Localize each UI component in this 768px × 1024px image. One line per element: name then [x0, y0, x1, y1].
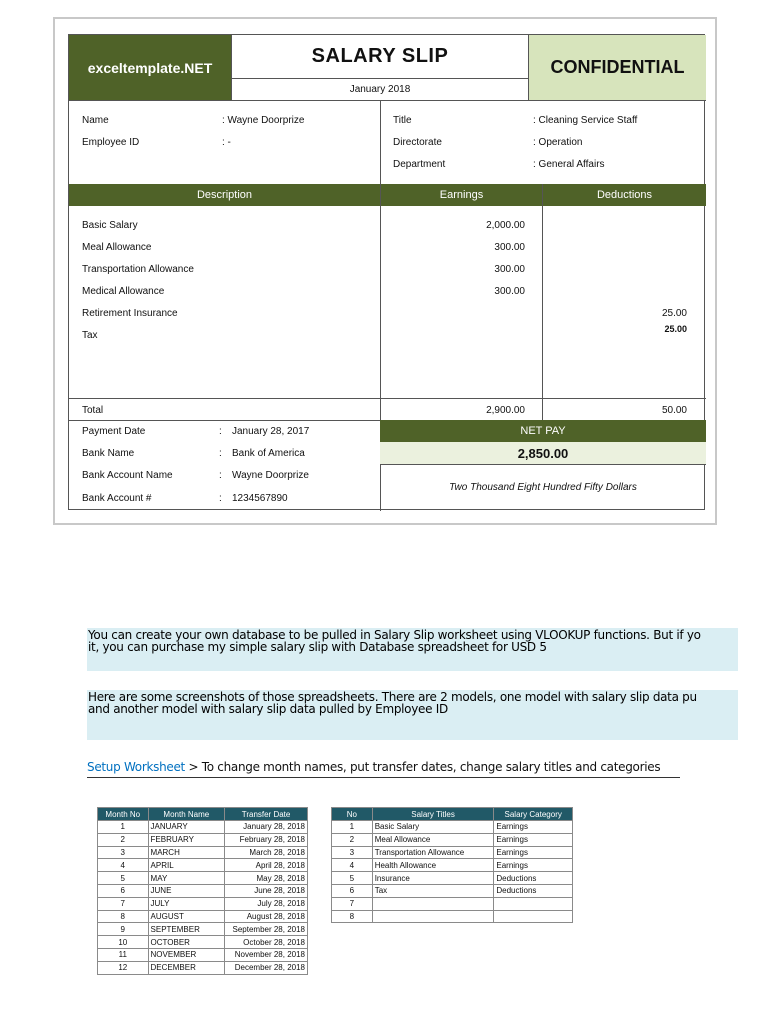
title-label: Title: [393, 115, 412, 126]
table-row: [98, 846, 308, 859]
item-deduction: 25.00: [664, 324, 687, 334]
table-cell[interactable]: JULY: [148, 897, 225, 910]
table-row: [332, 897, 573, 910]
title-value: : Cleaning Service Staff: [533, 115, 638, 126]
table-row: [332, 884, 573, 897]
table-cell[interactable]: DECEMBER: [148, 961, 225, 974]
column-header: No: [332, 808, 373, 821]
setup-description: > To change month names, put transfer dates, change salary titles and categories: [184, 760, 661, 774]
months-table: [97, 807, 308, 975]
colon: :: [219, 426, 222, 437]
table-cell[interactable]: MAY: [148, 872, 225, 885]
table-cell[interactable]: 5: [332, 872, 373, 885]
table-cell[interactable]: November 28, 2018: [225, 948, 308, 961]
slip-month: January 2018: [349, 83, 411, 95]
table-cell[interactable]: Earnings: [494, 846, 573, 859]
item-deduction: 25.00: [661, 308, 687, 319]
colon: :: [219, 448, 222, 459]
table-row: [332, 859, 573, 872]
table-cell[interactable]: 7: [98, 897, 149, 910]
database-note: [87, 628, 738, 671]
table-row: [98, 948, 308, 961]
table-cell[interactable]: MARCH: [148, 846, 225, 859]
directorate-label: Directorate: [393, 137, 442, 148]
table-cell[interactable]: SEPTEMBER: [148, 923, 225, 936]
table-row: [98, 833, 308, 846]
table-row: [98, 859, 308, 872]
item-label: Meal Allowance: [82, 242, 152, 253]
table-cell[interactable]: Deductions: [494, 884, 573, 897]
slip-title: SALARY SLIP: [311, 45, 449, 67]
table-cell[interactable]: January 28, 2018: [225, 821, 308, 834]
table-cell[interactable]: 4: [98, 859, 149, 872]
account-number-value: 1234567890: [232, 493, 288, 504]
table-cell[interactable]: FEBRUARY: [148, 833, 225, 846]
table-cell[interactable]: JUNE: [148, 884, 225, 897]
table-cell[interactable]: 6: [98, 884, 149, 897]
table-cell[interactable]: April 28, 2018: [225, 859, 308, 872]
column-header: Salary Titles: [372, 808, 494, 821]
note-line: and another model with salary slip data pulled by Employee ID: [88, 702, 448, 716]
table-cell[interactable]: March 28, 2018: [225, 846, 308, 859]
salary-titles-table: [331, 807, 573, 923]
table-cell[interactable]: August 28, 2018: [225, 910, 308, 923]
table-cell[interactable]: October 28, 2018: [225, 936, 308, 949]
column-header: Month No: [98, 808, 149, 821]
total-earnings: 2,900.00: [486, 405, 525, 416]
table-cell[interactable]: 11: [98, 948, 149, 961]
table-cell[interactable]: 1: [332, 821, 373, 834]
column-header: Transfer Date: [225, 808, 308, 821]
table-row: [98, 897, 308, 910]
item-earning: 300.00: [494, 286, 525, 297]
table-cell[interactable]: JANUARY: [148, 821, 225, 834]
payment-date-value: January 28, 2017: [232, 426, 310, 437]
salary-slip: [68, 34, 705, 510]
table-row: [332, 910, 573, 923]
logo: exceltemplate.NET: [69, 35, 231, 100]
setup-worksheet-link[interactable]: Setup Worksheet: [87, 760, 185, 774]
screenshots-note: [87, 690, 738, 740]
table-row: [332, 872, 573, 885]
table-cell[interactable]: [372, 897, 494, 910]
table-cell[interactable]: [372, 910, 494, 923]
table-cell[interactable]: AUGUST: [148, 910, 225, 923]
table-cell[interactable]: 2: [98, 833, 149, 846]
table-cell[interactable]: 8: [98, 910, 149, 923]
employee-id-label: Employee ID: [82, 137, 140, 148]
table-cell[interactable]: APRIL: [148, 859, 225, 872]
column-header: Salary Category: [494, 808, 573, 821]
directorate-value: : Operation: [533, 137, 583, 148]
item-earning: 300.00: [494, 264, 525, 275]
setup-heading: [87, 760, 680, 778]
note-line: You can create your own database to be pulled in Salary Slip worksheet using VLOOKUP functions. But if yo: [88, 628, 701, 642]
table-cell[interactable]: 4: [332, 859, 373, 872]
item-label: Retirement Insurance: [82, 308, 178, 319]
table-cell[interactable]: July 28, 2018: [225, 897, 308, 910]
deductions-header: Deductions: [543, 184, 706, 206]
table-row: [98, 923, 308, 936]
table-cell[interactable]: Deductions: [494, 872, 573, 885]
total-deductions: 50.00: [661, 405, 687, 416]
table-cell[interactable]: Earnings: [494, 833, 573, 846]
table-cell[interactable]: Health Allowance: [372, 859, 494, 872]
table-cell[interactable]: 2: [332, 833, 373, 846]
confidential-label: CONFIDENTIAL: [529, 35, 706, 100]
table-cell[interactable]: 3: [332, 846, 373, 859]
table-cell[interactable]: OCTOBER: [148, 936, 225, 949]
table-cell[interactable]: [494, 910, 573, 923]
earnings-header: Earnings: [381, 184, 542, 206]
table-cell[interactable]: [494, 897, 573, 910]
account-name-label: Bank Account Name: [82, 470, 173, 481]
total-label: Total: [82, 405, 104, 416]
table-cell[interactable]: NOVEMBER: [148, 948, 225, 961]
note-line: it, you can purchase my simple salary slip with Database spreadsheet for USD 5: [88, 640, 547, 654]
department-value: : General Affairs: [533, 159, 605, 170]
item-label: Basic Salary: [82, 220, 138, 231]
table-cell[interactable]: December 28, 2018: [225, 961, 308, 974]
table-cell[interactable]: Meal Allowance: [372, 833, 494, 846]
bank-name-label: Bank Name: [82, 448, 135, 459]
department-label: Department: [393, 159, 446, 170]
column-header: Month Name: [148, 808, 225, 821]
table-row: [332, 821, 573, 834]
table-cell[interactable]: Tax: [372, 884, 494, 897]
table-cell[interactable]: September 28, 2018: [225, 923, 308, 936]
table-cell[interactable]: Earnings: [494, 859, 573, 872]
item-earning: 300.00: [494, 242, 525, 253]
table-row: [98, 821, 308, 834]
table-cell[interactable]: Transportation Allowance: [372, 846, 494, 859]
table-row: [98, 884, 308, 897]
table-cell[interactable]: 1: [98, 821, 149, 834]
account-name-value: Wayne Doorprize: [232, 470, 309, 481]
table-row: [332, 846, 573, 859]
item-label: Tax: [82, 330, 98, 341]
table-cell[interactable]: 10: [98, 936, 149, 949]
description-header: Description: [69, 184, 380, 206]
table-cell[interactable]: Earnings: [494, 821, 573, 834]
note-line: Here are some screenshots of those spreadsheets. There are 2 models, one model with salary slip data pu: [88, 690, 697, 704]
table-row: [332, 833, 573, 846]
table-cell[interactable]: February 28, 2018: [225, 833, 308, 846]
table-cell[interactable]: 3: [98, 846, 149, 859]
bank-name-value: Bank of America: [232, 448, 305, 459]
name-label: Name: [82, 115, 109, 126]
payment-date-label: Payment Date: [82, 426, 146, 437]
account-number-label: Bank Account #: [82, 493, 152, 504]
colon: :: [219, 493, 222, 504]
table-cell[interactable]: 9: [98, 923, 149, 936]
table-cell[interactable]: Basic Salary: [372, 821, 494, 834]
net-pay-words: Two Thousand Eight Hundred Fifty Dollars: [449, 482, 637, 493]
item-label: Medical Allowance: [82, 286, 165, 297]
net-pay-header: NET PAY: [380, 420, 706, 442]
table-cell[interactable]: 5: [98, 872, 149, 885]
table-cell[interactable]: 12: [98, 961, 149, 974]
table-cell[interactable]: June 28, 2018: [225, 884, 308, 897]
salary-slip-frame: [53, 17, 717, 525]
employee-id-value: : -: [222, 137, 231, 148]
table-cell[interactable]: 6: [332, 884, 373, 897]
table-cell[interactable]: May 28, 2018: [225, 872, 308, 885]
table-row: [98, 910, 308, 923]
item-earning: 2,000.00: [486, 220, 525, 231]
net-pay-value: 2,850.00: [380, 442, 706, 464]
table-row: [98, 961, 308, 974]
table-row: [98, 872, 308, 885]
table-cell[interactable]: Insurance: [372, 872, 494, 885]
colon: :: [219, 470, 222, 481]
table-cell[interactable]: 7: [332, 897, 373, 910]
table-cell[interactable]: 8: [332, 910, 373, 923]
name-value: : Wayne Doorprize: [222, 115, 305, 126]
item-label: Transportation Allowance: [82, 264, 194, 275]
table-row: [98, 936, 308, 949]
